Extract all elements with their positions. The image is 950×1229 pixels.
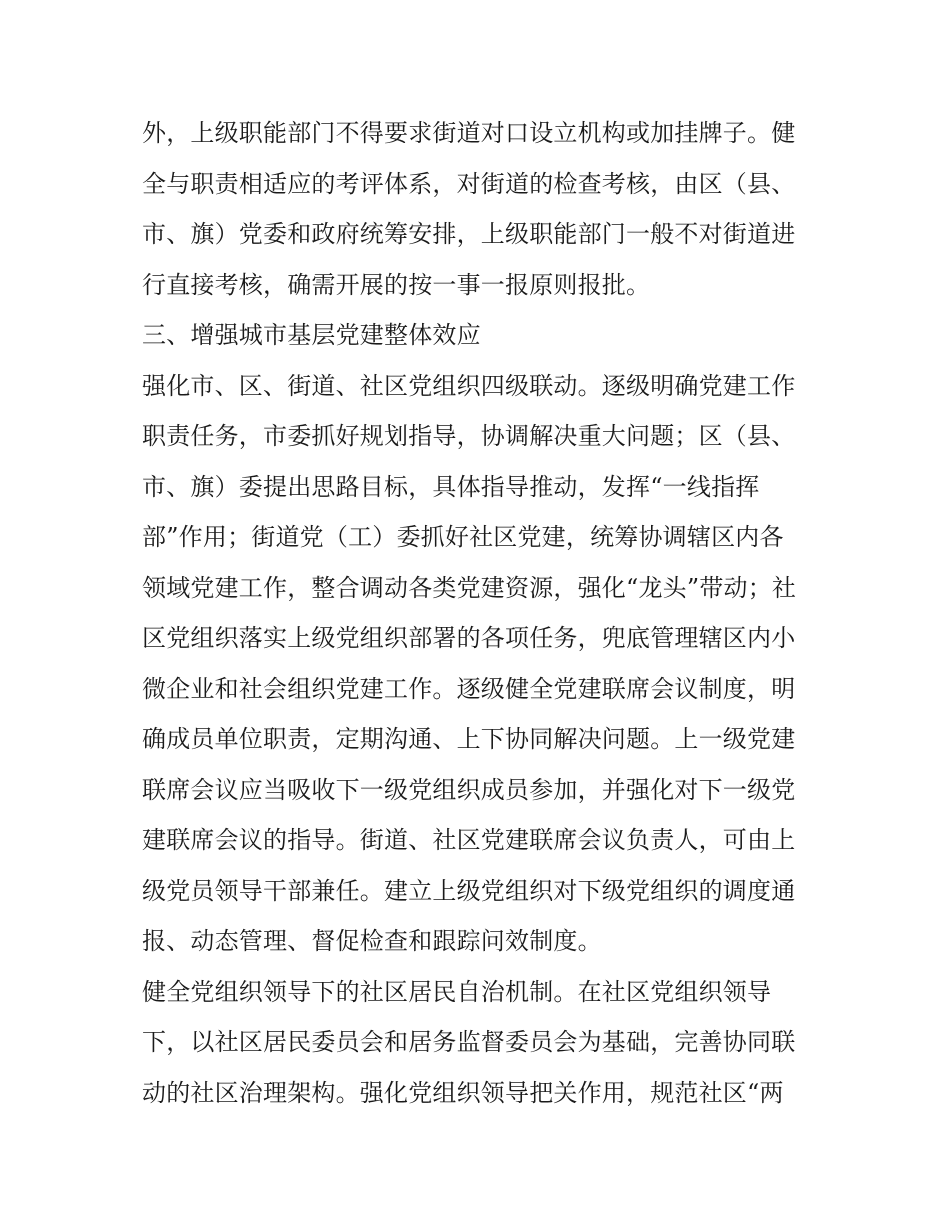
text-line: 市、旗）党委和政府统筹安排，上级职能部门一般不对街道进 — [142, 220, 796, 248]
text-line: 领域党建工作，整合调动各类党建资源，强化“龙头”带动；社 — [142, 573, 797, 602]
text-line: 报、动态管理、督促检查和跟踪问效制度。 — [142, 927, 602, 955]
text-line: 全与职责相适应的考评体系，对街道的检查考核，由区（县、 — [142, 169, 796, 198]
text-line: 市、旗）委提出思路目标，具体指导推动，发挥“一线指挥 — [142, 472, 760, 501]
text-line: 外，上级职能部门不得要求街道对口设立机构或加挂牌子。健 — [142, 119, 796, 147]
text-line: 强化市、区、街道、社区党组织四级联动。逐级明确党建工作 — [142, 371, 796, 400]
text-line: 健全党组织领导下的社区居民自治机制。在社区党组织领导 — [142, 977, 772, 1006]
text-line: 确成员单位职责，定期沟通、上下协同解决问题。上一级党建 — [142, 725, 796, 753]
text-line: 联席会议应当吸收下一级党组织成员参加，并强化对下一级党 — [142, 775, 796, 804]
text-line: 级党员领导干部兼任。建立上级党组织对下级党组织的调度通 — [142, 876, 796, 905]
document-body — [142, 108, 814, 1118]
text-line: 区党组织落实上级党组织部署的各项任务，兜底管理辖区内小 — [142, 624, 796, 652]
text-line: 微企业和社会组织党建工作。逐级健全党建联席会议制度，明 — [142, 674, 796, 703]
text-line: 行直接考核，确需开展的按一事一报原则报批。 — [142, 270, 651, 299]
text-line: 下，以社区居民委员会和居务监督委员会为基础，完善协同联 — [142, 1028, 796, 1056]
text-line: 职责任务，市委抓好规划指导，协调解决重大问题；区（县、 — [142, 422, 796, 450]
text-line: 部”作用；街道党（工）委抓好社区党建，统筹协调辖区内各 — [142, 523, 784, 551]
text-line: 建联席会议的指导。街道、社区党建联席会议负责人，可由上 — [142, 826, 796, 854]
text-line: 动的社区治理架构。强化党组织领导把关作用，规范社区“两 — [142, 1078, 784, 1107]
section-heading: 三、增强城市基层党建整体效应 — [142, 321, 481, 349]
